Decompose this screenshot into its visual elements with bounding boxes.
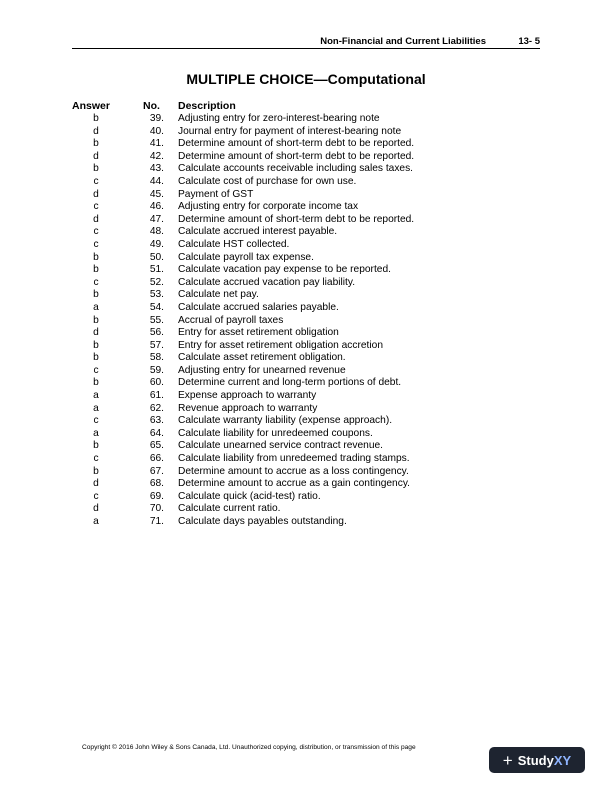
description-cell: Journal entry for payment of interest-bearing note: [178, 125, 402, 137]
table-row: [72, 377, 542, 390]
answer-cell: c: [93, 238, 99, 250]
description-cell: Calculate accrued vacation pay liability.: [178, 276, 356, 288]
number-cell: 70.: [149, 503, 164, 515]
answer-cell: a: [93, 516, 99, 527]
section-title: Non-Financial and Current Liabilities: [320, 36, 486, 47]
table-row: [72, 466, 542, 479]
number-cell: 40.: [149, 125, 164, 137]
description-cell: Determine amount of short-term debt to be reported.: [178, 150, 415, 162]
description-cell: Calculate accounts receivable including sales taxes.: [178, 163, 414, 175]
table-row: [72, 352, 542, 365]
number-cell: 62.: [149, 402, 164, 414]
answer-cell: c: [93, 364, 99, 376]
description-cell: Calculate cost of purchase for own use.: [178, 175, 357, 187]
description-cell: Calculate quick (acid-test) ratio.: [178, 490, 321, 502]
number-cell: 61.: [149, 390, 164, 402]
badge-brand-prefix: Study: [517, 752, 554, 768]
number-cell: 52.: [149, 276, 164, 288]
description-cell: Revenue approach to warranty: [178, 402, 318, 414]
number-column-header: No.: [143, 100, 160, 112]
table-row: [72, 390, 542, 403]
answer-cell: a: [93, 427, 99, 439]
answer-cell: c: [93, 175, 99, 187]
answer-cell: c: [93, 490, 99, 502]
number-cell: 47.: [149, 213, 164, 225]
answer-cell: b: [93, 163, 99, 175]
description-cell: Adjusting entry for unearned revenue: [178, 364, 346, 376]
answer-cell: a: [93, 390, 99, 402]
description-cell: Calculate net pay.: [178, 289, 259, 301]
table-row: [72, 403, 542, 416]
description-cell: Entry for asset retirement obligation accretion: [178, 339, 383, 351]
plus-icon: +: [502, 750, 513, 770]
answer-cell: d: [93, 478, 99, 490]
description-cell: Entry for asset retirement obligation: [178, 327, 339, 339]
description-cell: Calculate payroll tax expense.: [178, 251, 314, 263]
table-row: [72, 315, 542, 328]
number-cell: 67.: [149, 465, 164, 477]
table-row: [72, 491, 542, 504]
badge-brand-suffix: XY: [553, 752, 572, 768]
answer-cell: b: [93, 289, 99, 301]
table-row: [72, 189, 542, 202]
number-cell: 65.: [149, 440, 164, 452]
page-header: [72, 34, 540, 49]
answer-cell: b: [93, 339, 99, 351]
table-row: [72, 151, 542, 164]
description-cell: Calculate vacation pay expense to be reported.: [178, 264, 391, 276]
number-cell: 69.: [149, 490, 164, 502]
table-row: [72, 277, 542, 290]
description-column-header: Description: [178, 100, 236, 112]
table-row: [72, 340, 542, 353]
number-cell: 59.: [149, 364, 164, 376]
page-number: 13- 5: [518, 36, 540, 47]
description-cell: Determine amount to accrue as a gain contingency.: [178, 478, 410, 490]
answer-cell: c: [93, 226, 99, 238]
table-header: [72, 100, 542, 113]
description-cell: Determine amount of short-term debt to be reported.: [178, 213, 415, 225]
answer-cell: b: [93, 377, 99, 389]
description-cell: Accrual of payroll taxes: [178, 314, 284, 326]
answer-cell: b: [93, 264, 99, 276]
answer-cell: c: [93, 453, 99, 465]
answer-cell: c: [93, 415, 99, 427]
description-cell: Calculate warranty liability (expense approach).: [178, 415, 393, 427]
studyxy-badge[interactable]: [489, 747, 585, 773]
number-cell: 53.: [149, 289, 164, 301]
description-cell: Determine current and long-term portions of debt.: [178, 377, 402, 389]
number-cell: 71.: [149, 516, 164, 527]
description-cell: Expense approach to warranty: [178, 390, 317, 402]
description-cell: Determine amount of short-term debt to be reported.: [178, 138, 415, 150]
description-cell: Calculate liability for unredeemed coupons.: [178, 427, 373, 439]
description-cell: Adjusting entry for zero-interest-bearing note: [178, 113, 380, 124]
description-cell: Calculate HST collected.: [178, 238, 290, 250]
description-cell: Calculate accrued interest payable.: [178, 226, 338, 238]
table-body: [72, 113, 542, 529]
number-cell: 58.: [149, 352, 164, 364]
answer-cell: d: [93, 188, 99, 200]
table-row: [72, 252, 542, 265]
answer-cell: b: [93, 251, 99, 263]
table-row: [72, 428, 542, 441]
copyright-footer: Copyright © 2016 John Wiley & Sons Canada, Ltd. Unauthorized copying, distribution, or transmission of this page: [82, 744, 416, 751]
table-row: [72, 289, 542, 302]
answer-cell: b: [93, 352, 99, 364]
table-row: [72, 201, 542, 214]
table-row: [72, 176, 542, 189]
description-cell: Payment of GST: [178, 188, 254, 200]
answer-cell: b: [93, 465, 99, 477]
number-cell: 68.: [149, 478, 164, 490]
number-cell: 45.: [149, 188, 164, 200]
table-row: [72, 327, 542, 340]
number-cell: 60.: [149, 377, 164, 389]
description-cell: Calculate asset retirement obligation.: [178, 352, 346, 364]
number-cell: 63.: [149, 415, 164, 427]
number-cell: 43.: [149, 163, 164, 175]
description-cell: Calculate days payables outstanding.: [178, 516, 347, 527]
description-cell: Calculate unearned service contract revenue.: [178, 440, 383, 452]
answer-cell: d: [93, 125, 99, 137]
number-cell: 44.: [149, 175, 164, 187]
description-cell: Calculate liability from unredeemed trading stamps.: [178, 453, 410, 465]
table-row: [72, 126, 542, 139]
number-cell: 42.: [149, 150, 164, 162]
table-row: [72, 365, 542, 378]
table-row: [72, 302, 542, 315]
description-cell: Calculate current ratio.: [178, 503, 281, 515]
answer-cell: d: [93, 213, 99, 225]
description-cell: Calculate accrued salaries payable.: [178, 301, 339, 313]
number-cell: 50.: [149, 251, 164, 263]
answer-cell: d: [93, 327, 99, 339]
number-cell: 39.: [149, 113, 164, 124]
answer-cell: b: [93, 113, 99, 124]
answer-cell: a: [93, 402, 99, 414]
number-cell: 54.: [149, 301, 164, 313]
table-row: [72, 516, 542, 529]
table-row: [72, 478, 542, 491]
answer-cell: b: [93, 314, 99, 326]
number-cell: 66.: [149, 453, 164, 465]
number-cell: 55.: [149, 314, 164, 326]
number-cell: 46.: [149, 201, 164, 213]
table-row: [72, 453, 542, 466]
table-row: [72, 239, 542, 252]
table-row: [72, 113, 542, 126]
description-cell: Adjusting entry for corporate income tax: [178, 201, 359, 213]
table-row: [72, 264, 542, 277]
table-row: [72, 440, 542, 453]
number-cell: 49.: [149, 238, 164, 250]
table-row: [72, 163, 542, 176]
number-cell: 56.: [149, 327, 164, 339]
answer-cell: c: [93, 276, 99, 288]
answer-cell: d: [93, 150, 99, 162]
question-table: [72, 100, 542, 529]
table-row: [72, 214, 542, 227]
description-cell: Determine amount to accrue as a loss contingency.: [178, 465, 409, 477]
answer-cell: d: [93, 503, 99, 515]
number-cell: 41.: [149, 138, 164, 150]
page-title: MULTIPLE CHOICE—Computational: [186, 71, 426, 87]
number-cell: 64.: [149, 427, 164, 439]
number-cell: 57.: [149, 339, 164, 351]
answer-cell: c: [93, 201, 99, 213]
number-cell: 51.: [149, 264, 164, 276]
answer-cell: a: [93, 301, 99, 313]
answer-cell: b: [93, 138, 99, 150]
table-row: [72, 415, 542, 428]
table-row: [72, 226, 542, 239]
table-row: [72, 503, 542, 516]
table-row: [72, 138, 542, 151]
answer-cell: b: [93, 440, 99, 452]
answer-column-header: Answer: [72, 100, 110, 112]
number-cell: 48.: [149, 226, 164, 238]
